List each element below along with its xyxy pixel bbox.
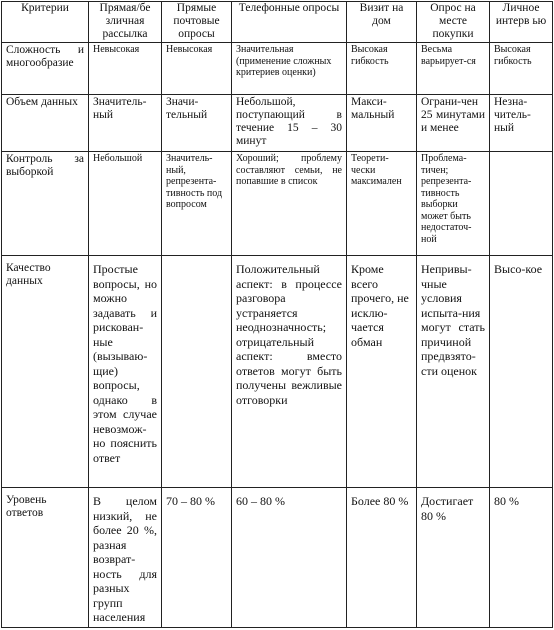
criterion-cell: Контроль за выборкой <box>2 152 89 256</box>
table-cell: Незна-читель-ный <box>490 95 553 152</box>
table-cell: Проблема-тичен; репрезента-тивность выборки может быть недостаточ-ной <box>417 152 490 256</box>
criterion-cell: Сложность и многообразие <box>2 43 89 95</box>
table-cell: Значитель-ный, репрезента-тивность под вопросом <box>162 152 232 256</box>
header-row <box>2 2 553 43</box>
table-row <box>2 488 553 628</box>
table-cell: 60 – 80 % <box>232 488 347 628</box>
table-row <box>2 95 553 152</box>
table-cell: Макси-мальный <box>347 95 417 152</box>
table-cell: Высокая гибкость <box>347 43 417 95</box>
table-row <box>2 152 553 256</box>
table-row <box>2 256 553 488</box>
table-cell <box>490 152 553 256</box>
table-cell: В целом низкий, не более 20 %, разная возврат-ность для разных групп населения <box>89 488 162 628</box>
table-cell: Достигает 80 % <box>417 488 490 628</box>
table-cell <box>162 256 232 488</box>
header-phone-surveys: Телефонные опросы <box>232 2 347 43</box>
table-cell: Значитель-ный <box>89 95 162 152</box>
header-direct-mail: Прямая/бе зличная рассылка <box>89 2 162 43</box>
table-cell: Более 80 % <box>347 488 417 628</box>
table-cell: 80 % <box>490 488 553 628</box>
table-cell: 70 – 80 % <box>162 488 232 628</box>
table-cell: Непривы-чные условия испыта-ния могут стать причиной предвзято-сти оценок <box>417 256 490 488</box>
table-cell: Значи-тельный <box>162 95 232 152</box>
criterion-cell: Качество данных <box>2 256 89 488</box>
table-cell: Положительный аспект: в процессе разговора устраняется неоднозначность; отрицательный аспект: вместо ответов могут быть получены вежливые отговорки <box>232 256 347 488</box>
table-cell: Значительная (применение сложных критериев оценки) <box>232 43 347 95</box>
header-postal-surveys: Прямые почтовые опросы <box>162 2 232 43</box>
table-cell: Невысокая <box>162 43 232 95</box>
header-home-visit: Визит на дом <box>347 2 417 43</box>
table-row <box>2 43 553 95</box>
header-point-of-purchase: Опрос на месте покупки <box>417 2 490 43</box>
criterion-cell: Объем данных <box>2 95 89 152</box>
header-personal-interview: Личное интерв ью <box>490 2 553 43</box>
table-cell: Высо-кое <box>490 256 553 488</box>
comparison-table <box>1 1 553 628</box>
table-cell: Простые вопросы, но можно задавать и рискован-ные (вызываю-щие) вопросы, однако в этом случае невозмож-но пояснить ответ <box>89 256 162 488</box>
table-cell: Небольшой, поступающий в течение 15 – 30 минут <box>232 95 347 152</box>
criterion-cell: Уровень ответов <box>2 488 89 628</box>
table-cell: Ограни-чен 25 минутами и менее <box>417 95 490 152</box>
table-cell: Невысокая <box>89 43 162 95</box>
table-cell: Небольшой <box>89 152 162 256</box>
table-cell: Хороший; проблему составляют семьи, не попавшие в список <box>232 152 347 256</box>
table-cell: Теорети-чески максимален <box>347 152 417 256</box>
table-cell: Весьма варьирует-ся <box>417 43 490 95</box>
header-criteria: Критерии <box>2 2 89 43</box>
table-cell: Кроме всего прочего, не исклю-чается обман <box>347 256 417 488</box>
table-cell: Высокая гибкость <box>490 43 553 95</box>
